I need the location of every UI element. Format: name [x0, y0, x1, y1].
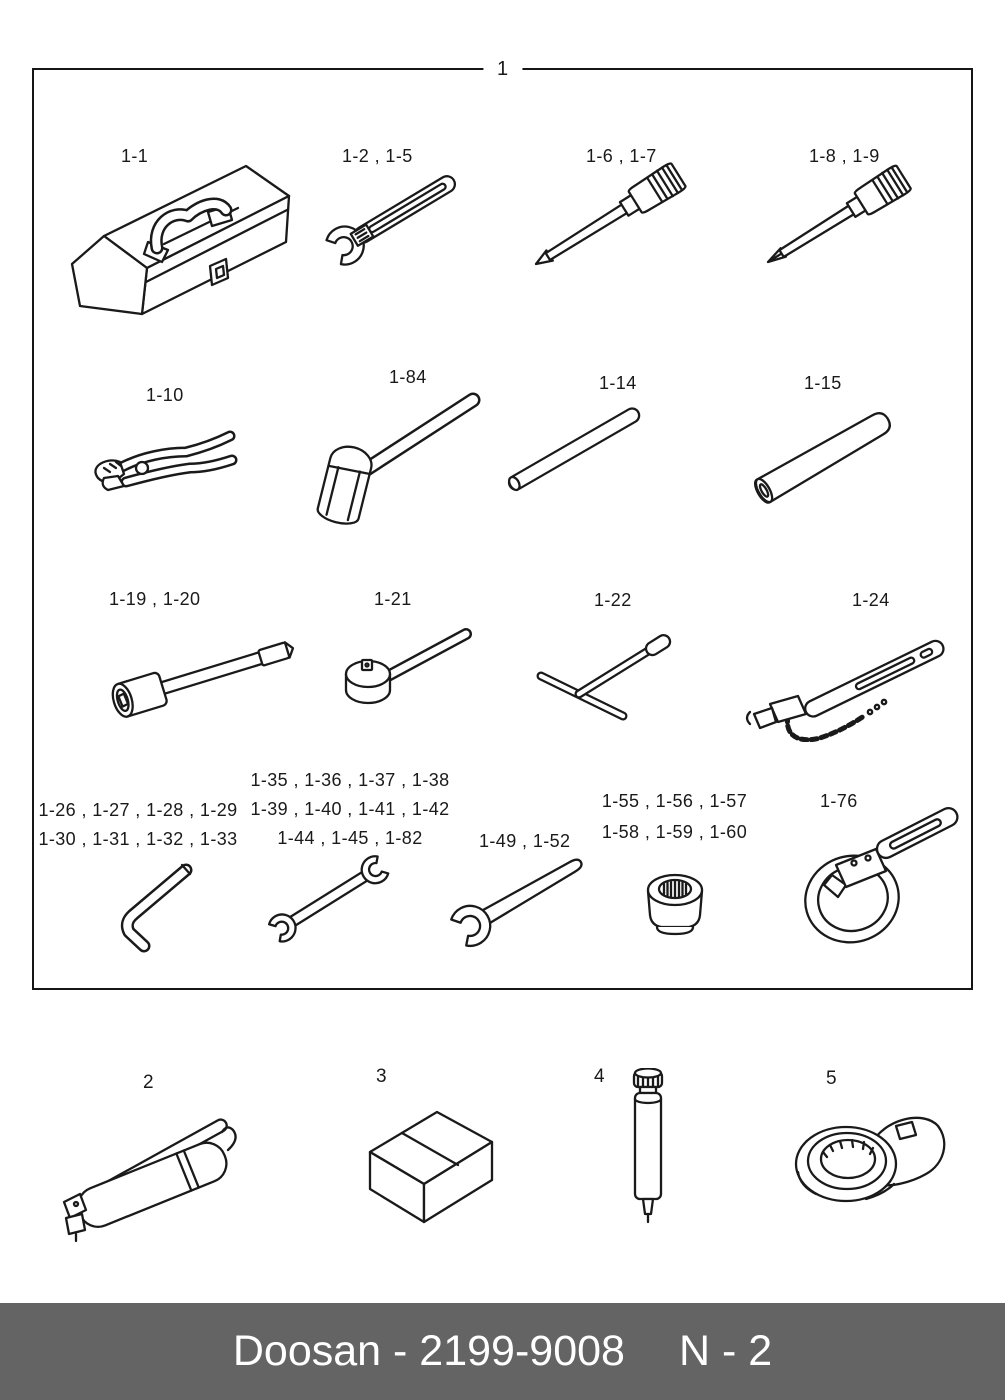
part-label-line: 1-39 , 1-40 , 1-41 , 1-42: [250, 799, 450, 819]
part-label-grease-cartridge: 4: [594, 1066, 605, 1087]
part-label-toolbox: 1-1: [121, 146, 149, 166]
rod-illustration: [502, 396, 662, 501]
toolbox-illustration: [60, 148, 305, 328]
part-label-grease-gun: 2: [143, 1072, 154, 1093]
part-label-t-handle-wrench: 1-22: [594, 590, 632, 610]
hammer-illustration: [303, 378, 488, 538]
part-label-flat-screwdriver: 1-6 , 1-7: [586, 146, 657, 166]
grease-gun-illustration: [52, 1098, 257, 1243]
part-label-hex-key-set: [30, 796, 246, 854]
footer-bar: [0, 1303, 1005, 1400]
part-label-open-end-wrench: 1-49 , 1-52: [479, 831, 571, 851]
chain-wrench-illustration: [742, 612, 967, 742]
part-label-socket-extension: 1-19 , 1-20: [109, 589, 201, 609]
open-end-wrench-illustration: [438, 852, 588, 952]
part-label-rod: 1-14: [599, 373, 637, 393]
part-label-hammer: 1-84: [389, 367, 427, 387]
phillips-screwdriver-illustration: [762, 162, 922, 274]
part-label-adjustable-wrench: 1-2 , 1-5: [342, 146, 413, 166]
part-label-ring-wrench-adapter: 5: [826, 1068, 837, 1089]
part-label-line: 1-26 , 1-27 , 1-28 , 1-29: [38, 800, 238, 820]
part-label-pliers: 1-10: [146, 385, 184, 405]
t-handle-wrench-illustration: [527, 628, 677, 723]
part-label-line: 1-35 , 1-36 , 1-37 , 1-38: [250, 770, 450, 790]
carton-box-illustration: [352, 1090, 507, 1228]
flat-screwdriver-illustration: [528, 162, 700, 277]
part-label-double-open-end-wrench-set: [248, 766, 452, 853]
part-label-chain-wrench: 1-24: [852, 590, 890, 610]
ratchet-handle-illustration: [328, 622, 478, 717]
part-label-line: 1-30 , 1-31 , 1-32 , 1-33: [38, 829, 238, 849]
socket-extension-illustration: [105, 632, 315, 727]
part-label-line: 1-55 , 1-56 , 1-57: [601, 791, 748, 811]
part-label-chisel: 1-15: [804, 373, 842, 393]
part-label-ratchet-handle: 1-21: [374, 589, 412, 609]
footer-page-number: N - 2: [678, 1327, 773, 1375]
part-label-carton-box: 3: [376, 1066, 387, 1087]
part-label-line: 1-58 , 1-59 , 1-60: [601, 822, 748, 842]
ring-wrench-adapter-illustration: [778, 1100, 948, 1218]
part-label-strap-wrench: 1-76: [820, 791, 858, 811]
pliers-illustration: [90, 412, 240, 507]
spline-socket-illustration: [638, 871, 713, 941]
adjustable-wrench-illustration: [312, 168, 462, 273]
hex-key-illustration: [98, 856, 203, 956]
part-label-line: 1-44 , 1-45 , 1-82: [277, 828, 423, 848]
kit-group-label: 1: [483, 56, 522, 82]
footer-doc-number: Doosan - 2199-9008: [232, 1327, 625, 1375]
grease-cartridge-illustration: [626, 1068, 670, 1228]
chisel-illustration: [748, 392, 918, 512]
double-open-end-wrench-illustration: [252, 852, 397, 952]
strap-wrench-illustration: [780, 787, 970, 952]
part-label-spline-socket-set: [592, 786, 757, 848]
part-label-phillips-screwdriver: 1-8 , 1-9: [809, 146, 880, 166]
